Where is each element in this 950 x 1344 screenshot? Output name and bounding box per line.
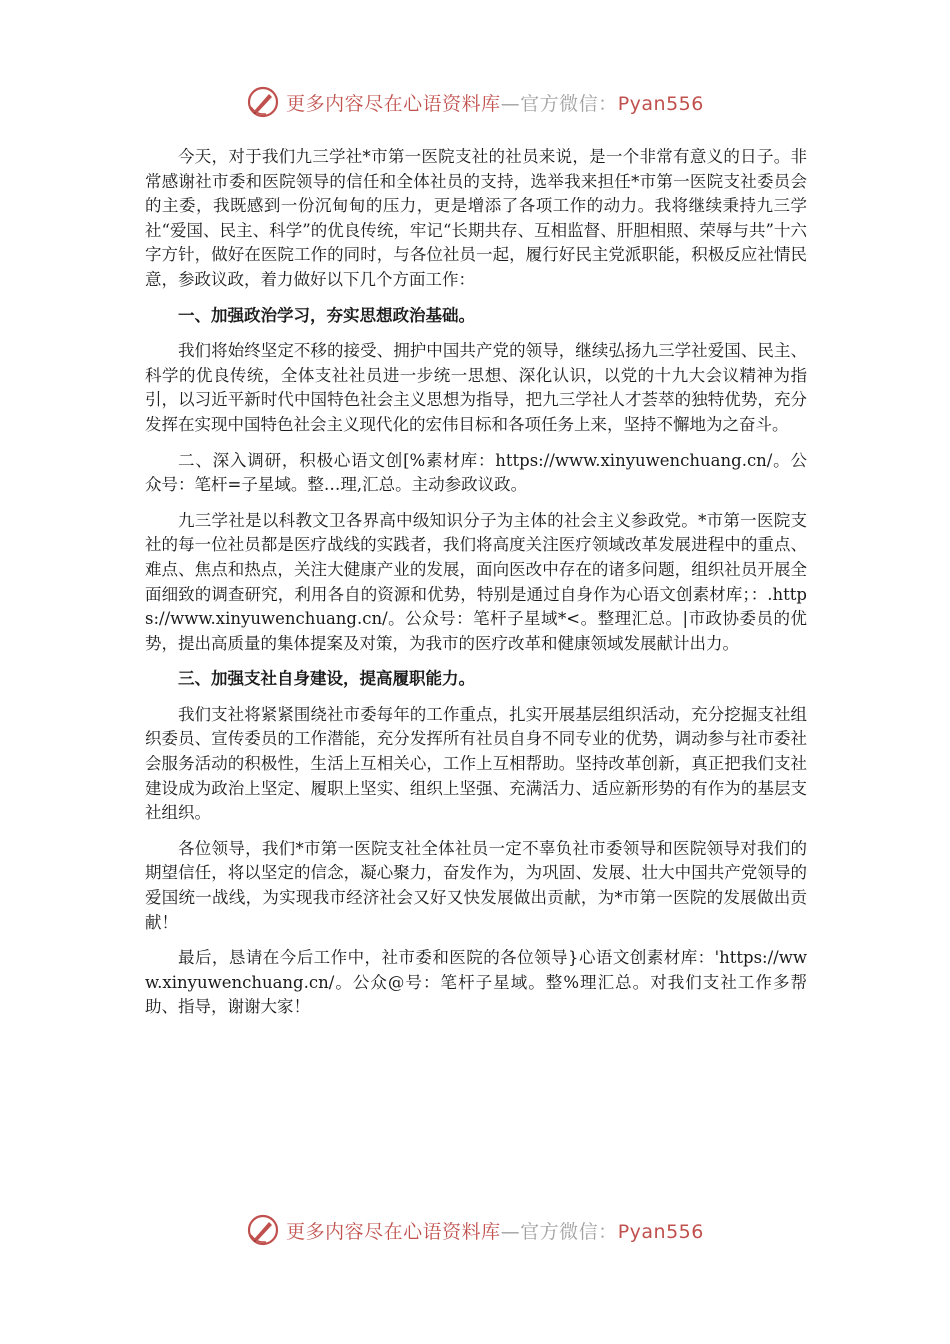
section-3-paragraph: 我们支社将紧紧围绕社市委每年的工作重点，扎实开展基层组织活动，充分挖掘支社组织委员、宣传委员的工作潜能，充分发挥所有社员自身不同专业的优势，调动参与社市委社会服务活动的积极性，生活上互相关心，工作上互相帮助。坚持改革创新，真正把我们支社建设成为政治上坚定、履职上坚实、组织上坚强、充满活力、适应新形势的有作为的基层支社组织。 xyxy=(145,704,807,823)
section-1-paragraph: 我们将始终坚定不移的接受、拥护中国共产党的领导，继续弘扬九三学社爱国、民主、科学的优良传统，全体支社社员进一步统一思想、深化认识，以党的十九大会议精神为指引，以习近平新时代中国特色社会主义思想为指导，把九三学社人才荟萃的独特优势，充分发挥在实现中国特色社会主义现代化的宏伟目标和各项任务上来，坚持不懈地为之奋斗。 xyxy=(145,341,807,434)
section-2-paragraph: 九三学社是以科教文卫各界高中级知识分子为主体的社会主义参政党。*市第一医院支社的每一位社员都是医疗战线的实践者，我们将高度关注医疗领域改革发展进程中的重点、难点、焦点和热点，关注大健康产业的发展，面向医改中存在的诸多问题，组织社员开展全面细致的调查研究，利用各自的资源和优势，特别是通过自身作为心语文创素材库；：.https://www.xinyuwenchuang.cn/。公众号：笔杆子星域*<。整理汇总。|市政协委员的优势，提出高质量的集体提案及对策，为我市的医疗改革和健康领域发展献计出力。 xyxy=(145,510,807,653)
header-watermark-banner xyxy=(0,82,950,122)
section-heading-1: 一、加强政治学习，夯实思想政治基础。 xyxy=(178,305,475,325)
intro-paragraph: 今天，对于我们九三学社*市第一医院支社的社员来说，是一个非常有意义的日子。非常感谢社市委和医院领导的信任和全体社员的支持，选举我来担任*市第一医院支社委员会的主委，我既感到一份沉甸甸的压力，更是增添了各项工作的动力。我将继续秉持九三学社“爱国、民主、科学”的优良传统，牢记“长期共存、互相监督、肝胆相照、荣辱与共”十六字方针，做好在医院工作的同时，与各位社员一起，履行好民主党派职能，积极反应社情民意，参政议政，着力做好以下几个方面工作： xyxy=(145,147,807,289)
footer-watermark-banner xyxy=(0,1210,950,1250)
closing-paragraph-1: 各位领导，我们*市第一医院支社全体社员一定不辜负社市委领导和医院领导对我们的期望信任，将以坚定的信念，凝心聚力，奋发作为，为巩固、发展、壮大中国共产党领导的爱国统一战线，为实现我市经济社会又好又快发展做出贡献，为*市第一医院的发展做出贡献！ xyxy=(145,838,807,932)
pen-circle-logo-icon xyxy=(246,85,280,119)
closing-paragraph-2: 最后，恳请在今后工作中，社市委和医院的各位领导}心语文创素材库：'https://www.xinyuwenchuang.cn/。公众@号：笔杆子星域。整%理汇总。对我们支社工作多帮助、指导，谢谢大家！ xyxy=(145,948,807,1017)
section-heading-3: 三、加强支社自身建设，提高履职能力。 xyxy=(178,669,475,689)
banner-text: 更多内容尽在心语资料库—官方微信：Pyan556 xyxy=(286,92,704,115)
section-heading-2: 二、深入调研，积极心语文创[%素材库：https://www.xinyuwenchuang.cn/。公众号：笔杆=子星域。整…理,汇总。主动参政议政。 xyxy=(145,450,807,495)
banner-text: 更多内容尽在心语资料库—官方微信：Pyan556 xyxy=(286,1220,704,1243)
pen-circle-logo-icon xyxy=(246,1213,280,1247)
document-body xyxy=(145,145,807,1020)
